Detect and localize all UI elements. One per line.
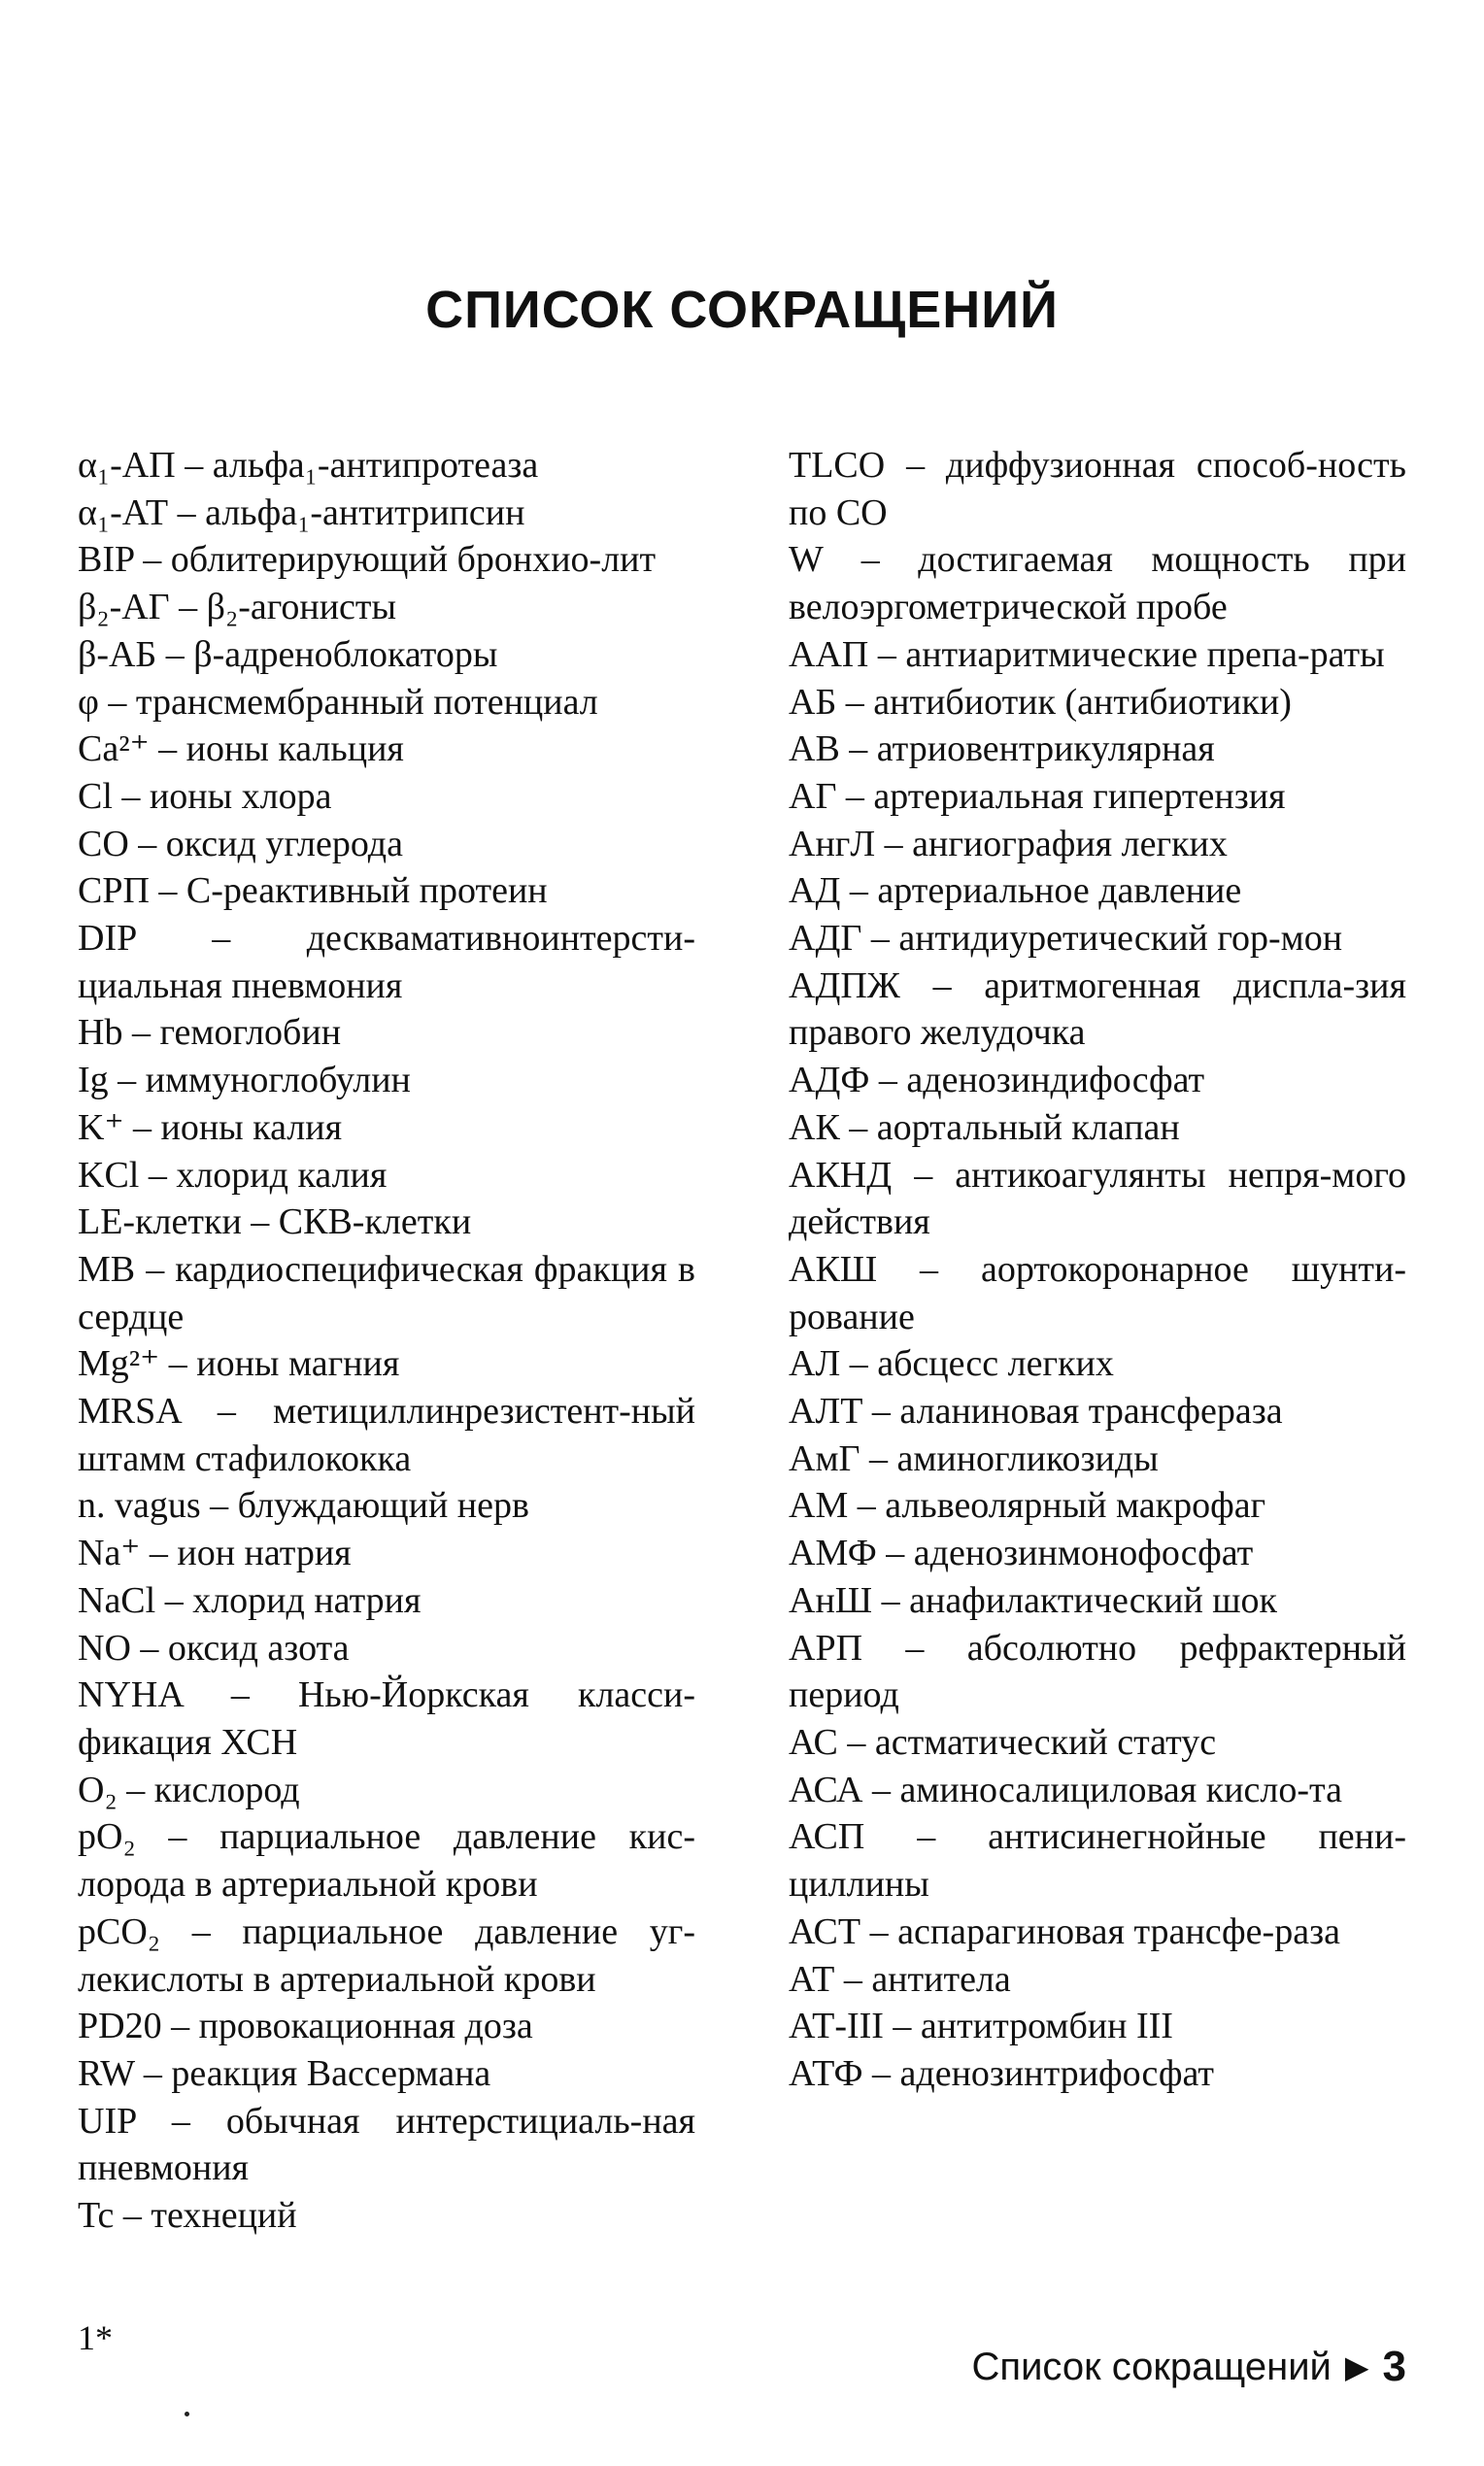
abbreviation-entry: PD20 – провокационная доза [78,2006,533,2047]
abbreviation-entry: NaCl – хлорид натрия [78,1579,422,1621]
abbreviation-entry: АВ – атриовентрикулярная [789,728,1215,770]
triangle-right-icon: ▶ [1344,2349,1369,2384]
abbreviation-entry: АмГ – аминогликозиды [789,1437,1159,1479]
signature-mark: 1* [78,2318,113,2357]
abbreviation-entry: BIP – облитерирующий бронхио-лит [78,539,657,581]
abbreviation-entry: АТ – антитела [789,1958,1011,2000]
page-title: СПИСОК СОКРАЩЕНИЙ [425,281,1059,339]
abbreviation-entry: АГ – артериальная гипертензия [789,775,1286,817]
abbreviations-right-column [789,442,1406,2098]
abbreviation-entry: NYHA – Нью-Йоркская класси-фикация ХСН [78,1674,695,1763]
abbreviation-entry: АК – аортальный клапан [789,1106,1180,1148]
running-title: Список сокращений [971,2345,1332,2388]
abbreviation-entry: АД – артериальное давление [789,870,1242,912]
abbreviation-entry: ААП – антиаритмические препа-раты [789,633,1385,675]
abbreviation-entry: АКНД – антикоагулянты непря-мого действия [789,1154,1406,1243]
abbreviation-entry: Cl – ионы хлора [78,775,332,817]
abbreviation-entry: АС – астматический статус [789,1721,1217,1763]
abbreviation-entry: АнгЛ – ангиография легких [789,823,1228,864]
abbreviation-entry: pCO₂ – парциальное давление уг-лекислоты в артериальной крови [78,1910,695,2000]
abbreviation-entry: АБ – антибиотик (антибиотики) [789,681,1292,723]
abbreviation-entry: АЛ – абсцесс легких [789,1343,1114,1385]
abbreviation-entry: АСТ – аспарагиновая трансфе-раза [789,1910,1340,1952]
abbreviation-entry: LE-клетки – СКВ-клетки [78,1201,472,1243]
abbreviation-entry: Hb – гемоглобин [78,1012,342,1054]
abbreviation-entry: CO – оксид углерода [78,823,403,864]
abbreviation-entry: АДПЖ – аритмогенная диспла-зия правого желудочка [789,964,1406,1054]
abbreviation-entry: φ – трансмембранный потенциал [78,681,598,723]
abbreviation-entry: АТ-III – антитромбин III [789,2006,1173,2047]
abbreviation-entry: АСП – антисинегнойные пени-циллины [789,1816,1406,1906]
abbreviation-entry: UIP – обычная интерстициаль-ная пневмония [78,2100,695,2189]
abbreviation-entry: TLCO – диффузионная способ-ность по CO [789,445,1406,533]
abbreviation-entry: pO₂ – парциальное давление кис-лорода в артериальной крови [78,1816,695,1906]
abbreviation-entry: DIP – десквамативноинтерсти-циальная пневмония [78,918,695,1006]
abbreviation-entry: RW – реакция Вассермана [78,2052,491,2094]
page-number: 3 [1382,2343,1406,2390]
abbreviation-entry: Ca²⁺ – ионы кальция [78,728,404,770]
abbreviation-entry: K⁺ – ионы калия [78,1106,343,1148]
abbreviation-entry: СРП – С-реактивный протеин [78,870,548,912]
abbreviation-entry: Ig – иммуноглобулин [78,1060,411,1101]
abbreviation-entry: Tc – технеций [78,2195,297,2237]
abbreviation-entry: α₁-АП – альфа₁-антипротеаза [78,445,539,486]
abbreviation-entry: MB – кардиоспецифическая фракция в сердце [78,1248,695,1337]
abbreviation-entry: β₂-АГ – β₂-агонисты [78,587,397,628]
abbreviation-entry: АЛТ – аланиновая трансфераза [789,1391,1283,1433]
abbreviation-entry: АДФ – аденозиндифосфат [789,1060,1205,1101]
abbreviation-entry: β-АБ – β-адреноблокаторы [78,633,498,675]
abbreviations-left-column [78,442,695,2240]
abbreviation-entry: W – достигаемая мощность при велоэргометрической пробе [789,539,1406,628]
abbreviation-entry: NO – оксид азота [78,1627,350,1669]
abbreviation-entry: O₂ – кислород [78,1769,300,1810]
abbreviation-entry: АТФ – аденозинтрифосфат [789,2052,1215,2094]
abbreviation-entry: α₁-АТ – альфа₁-антитрипсин [78,491,525,533]
abbreviation-entry: АМФ – аденозинмонофосфат [789,1533,1254,1574]
abbreviation-entry: Mg²⁺ – ионы магния [78,1343,400,1385]
abbreviation-entry: Na⁺ – ион натрия [78,1533,352,1574]
stray-dot [185,2412,189,2416]
abbreviation-entry: MRSA – метициллинрезистент-ный штамм стафилококка [78,1391,695,1479]
abbreviation-entry: АнШ – анафилактический шок [789,1579,1278,1621]
abbreviation-entry: АСА – аминосалициловая кисло-та [789,1769,1342,1810]
abbreviation-entry: АДГ – антидиуретический гор-мон [789,918,1343,960]
running-footer [972,2343,1406,2391]
abbreviation-entry: АКШ – аортокоронарное шунти-рование [789,1248,1406,1337]
abbreviation-entry: АМ – альвеолярный макрофаг [789,1485,1266,1527]
abbreviation-entry: АРП – абсолютно рефрактерный период [789,1627,1406,1716]
abbreviation-entry: n. vagus – блуждающий нерв [78,1485,529,1527]
abbreviation-entry: KCl – хлорид калия [78,1154,388,1196]
